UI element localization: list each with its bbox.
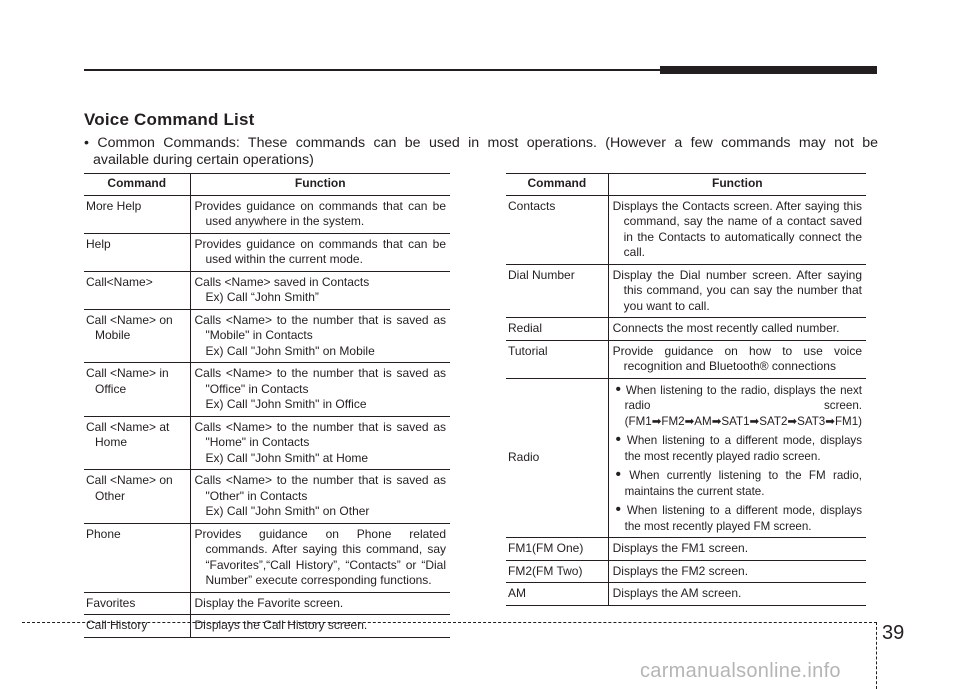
command-text: Call <Name> on Mobile — [86, 312, 173, 342]
bullet-dot: • — [615, 431, 627, 448]
header-bar — [660, 66, 877, 74]
command-cell — [84, 309, 190, 363]
intro-text — [84, 135, 878, 169]
command-text: Call <Name> at Home — [86, 419, 170, 449]
bullet-item — [613, 432, 862, 464]
command-text: Redial — [508, 321, 543, 335]
command-text: Tutorial — [508, 343, 548, 358]
function-text: Display the Dial number screen. After saying this command, you can say the number that you want to call. — [612, 267, 862, 313]
header-command: Command — [506, 174, 608, 196]
function-text: Provides guidance on Phone related commands. After saying this command, say “Favorites”,“Call History”, “Contacts” or “Dial Number” execute corresponding functions. — [194, 526, 446, 587]
function-cell — [190, 233, 450, 271]
command-cell — [506, 538, 608, 561]
table-row-radio — [506, 378, 866, 538]
command-cell — [84, 271, 190, 309]
header-rule — [84, 69, 660, 71]
table-row — [506, 264, 866, 318]
command-cell — [506, 318, 608, 341]
bullet-item — [613, 467, 862, 499]
function-cell — [190, 470, 450, 524]
function-text: Connects the most recently called number. — [612, 321, 840, 335]
function-cell — [608, 538, 866, 561]
function-text: Display the Favorite screen. — [194, 595, 344, 610]
table-row — [84, 615, 450, 638]
command-text: More Help — [86, 198, 142, 213]
command-cell — [506, 378, 608, 538]
intro-line-2: available during certain operations) — [93, 152, 314, 168]
command-cell — [506, 560, 608, 583]
bullet-item — [613, 382, 862, 430]
bullet-text: When listening to a different mode, displays the most recently played FM screen. — [624, 504, 862, 533]
function-cell — [608, 195, 866, 264]
command-text: Contacts — [508, 198, 556, 213]
intro-line-1: • Common Commands: These commands can be used in most operations. (However a few commands may not be — [84, 135, 878, 151]
bullet-dot: • — [615, 380, 626, 398]
header-function: Function — [608, 174, 866, 196]
table-header-row — [506, 174, 866, 196]
command-text: FM1(FM One) — [508, 541, 584, 555]
command-text: Radio — [508, 450, 540, 464]
table-row — [506, 538, 866, 561]
command-cell — [84, 523, 190, 592]
table-row — [506, 583, 866, 606]
function-cell — [608, 560, 866, 583]
command-cell — [506, 583, 608, 606]
command-text: Call<Name> — [86, 274, 153, 289]
command-cell — [84, 416, 190, 470]
command-cell — [84, 592, 190, 615]
function-text: Calls <Name> to the number that is saved as "Office" in Contacts Ex) Call "John Smith" in Office — [194, 366, 446, 411]
table-row — [506, 195, 866, 264]
header-command: Command — [84, 174, 190, 196]
command-table-left — [84, 173, 450, 638]
table-row — [84, 309, 450, 363]
command-text: Favorites — [86, 595, 136, 610]
function-cell — [608, 583, 866, 606]
command-text: Phone — [86, 526, 121, 541]
footer-divider — [876, 622, 877, 689]
function-text: Calls <Name> to the number that is saved as "Home" in Contacts Ex) Call "John Smith" at Home — [194, 419, 446, 465]
function-cell — [190, 592, 450, 615]
command-cell — [84, 470, 190, 524]
bullet-text: When listening to the radio, displays the next radio screen. (FM1➡FM2➡AM➡SAT1➡SAT2➡SAT3➡FM1) — [624, 383, 863, 428]
page-number: 39 — [882, 622, 905, 644]
table-row — [84, 416, 450, 470]
header-function: Function — [190, 174, 450, 196]
function-cell — [608, 340, 866, 378]
watermark: carmanualsonline.info — [640, 660, 841, 682]
function-cell — [190, 271, 450, 309]
command-text: Call <Name> on Other — [86, 473, 173, 503]
function-cell — [190, 615, 450, 638]
command-cell — [506, 195, 608, 264]
command-cell — [506, 264, 608, 318]
function-text: Provide guidance on how to use voice recognition and Bluetooth® connections — [612, 343, 862, 373]
bullet-text: When listening to a different mode, displays the most recently played radio screen. — [624, 434, 862, 463]
function-cell — [608, 264, 866, 318]
section-title: Voice Command List — [84, 110, 255, 129]
table-row — [506, 560, 866, 583]
command-table-right — [506, 173, 866, 606]
function-text: Provides guidance on commands that can be used anywhere in the system. — [194, 198, 446, 228]
command-text: AM — [508, 586, 526, 600]
command-cell — [506, 340, 608, 378]
function-text: Provides guidance on commands that can be used within the current mode. — [194, 236, 446, 266]
table-row — [84, 592, 450, 615]
function-text: Calls <Name> saved in Contacts Ex) Call “John Smith” — [194, 274, 370, 304]
function-cell — [190, 523, 450, 592]
table-row — [84, 271, 450, 309]
footer-rule — [22, 622, 877, 623]
command-text: Dial Number — [508, 267, 575, 282]
command-text: Help — [86, 236, 111, 251]
function-cell — [608, 318, 866, 341]
function-text: Displays the FM1 screen. — [612, 541, 749, 555]
table-row — [84, 523, 450, 592]
function-cell — [190, 195, 450, 233]
command-cell — [84, 233, 190, 271]
command-cell — [84, 615, 190, 638]
function-text: Displays the AM screen. — [612, 586, 742, 600]
function-text: Displays the FM2 screen. — [612, 563, 749, 578]
table-row — [506, 318, 866, 341]
function-cell — [608, 378, 866, 538]
bullet-item — [613, 502, 862, 534]
table-row — [506, 340, 866, 378]
command-text: Call History — [86, 618, 148, 632]
function-text: Displays the Contacts screen. After saying this command, say the name of a contact saved in the Contacts to automatically connect the call. — [612, 198, 862, 259]
function-cell — [190, 309, 450, 363]
command-text: Call <Name> in Office — [86, 366, 169, 396]
function-cell — [190, 416, 450, 470]
bullet-text: When currently listening to the FM radio, maintains the current state. — [624, 469, 863, 498]
command-text: FM2(FM Two) — [508, 563, 583, 578]
bullet-dot: • — [615, 466, 630, 483]
command-cell — [84, 363, 190, 417]
function-cell — [190, 363, 450, 417]
function-text: Displays the Call History screen. — [194, 618, 368, 632]
function-text: Calls <Name> to the number that is saved as "Mobile" in Contacts Ex) Call "John Smith" on Mobile — [194, 312, 446, 358]
table-header-row — [84, 174, 450, 196]
function-text: Calls <Name> to the number that is saved as "Other" in Contacts Ex) Call "John Smith" on Other — [194, 473, 446, 518]
table-row — [84, 363, 450, 417]
table-row — [84, 195, 450, 233]
table-row — [84, 233, 450, 271]
bullet-dot: • — [615, 501, 627, 518]
command-cell — [84, 195, 190, 233]
table-row — [84, 470, 450, 524]
